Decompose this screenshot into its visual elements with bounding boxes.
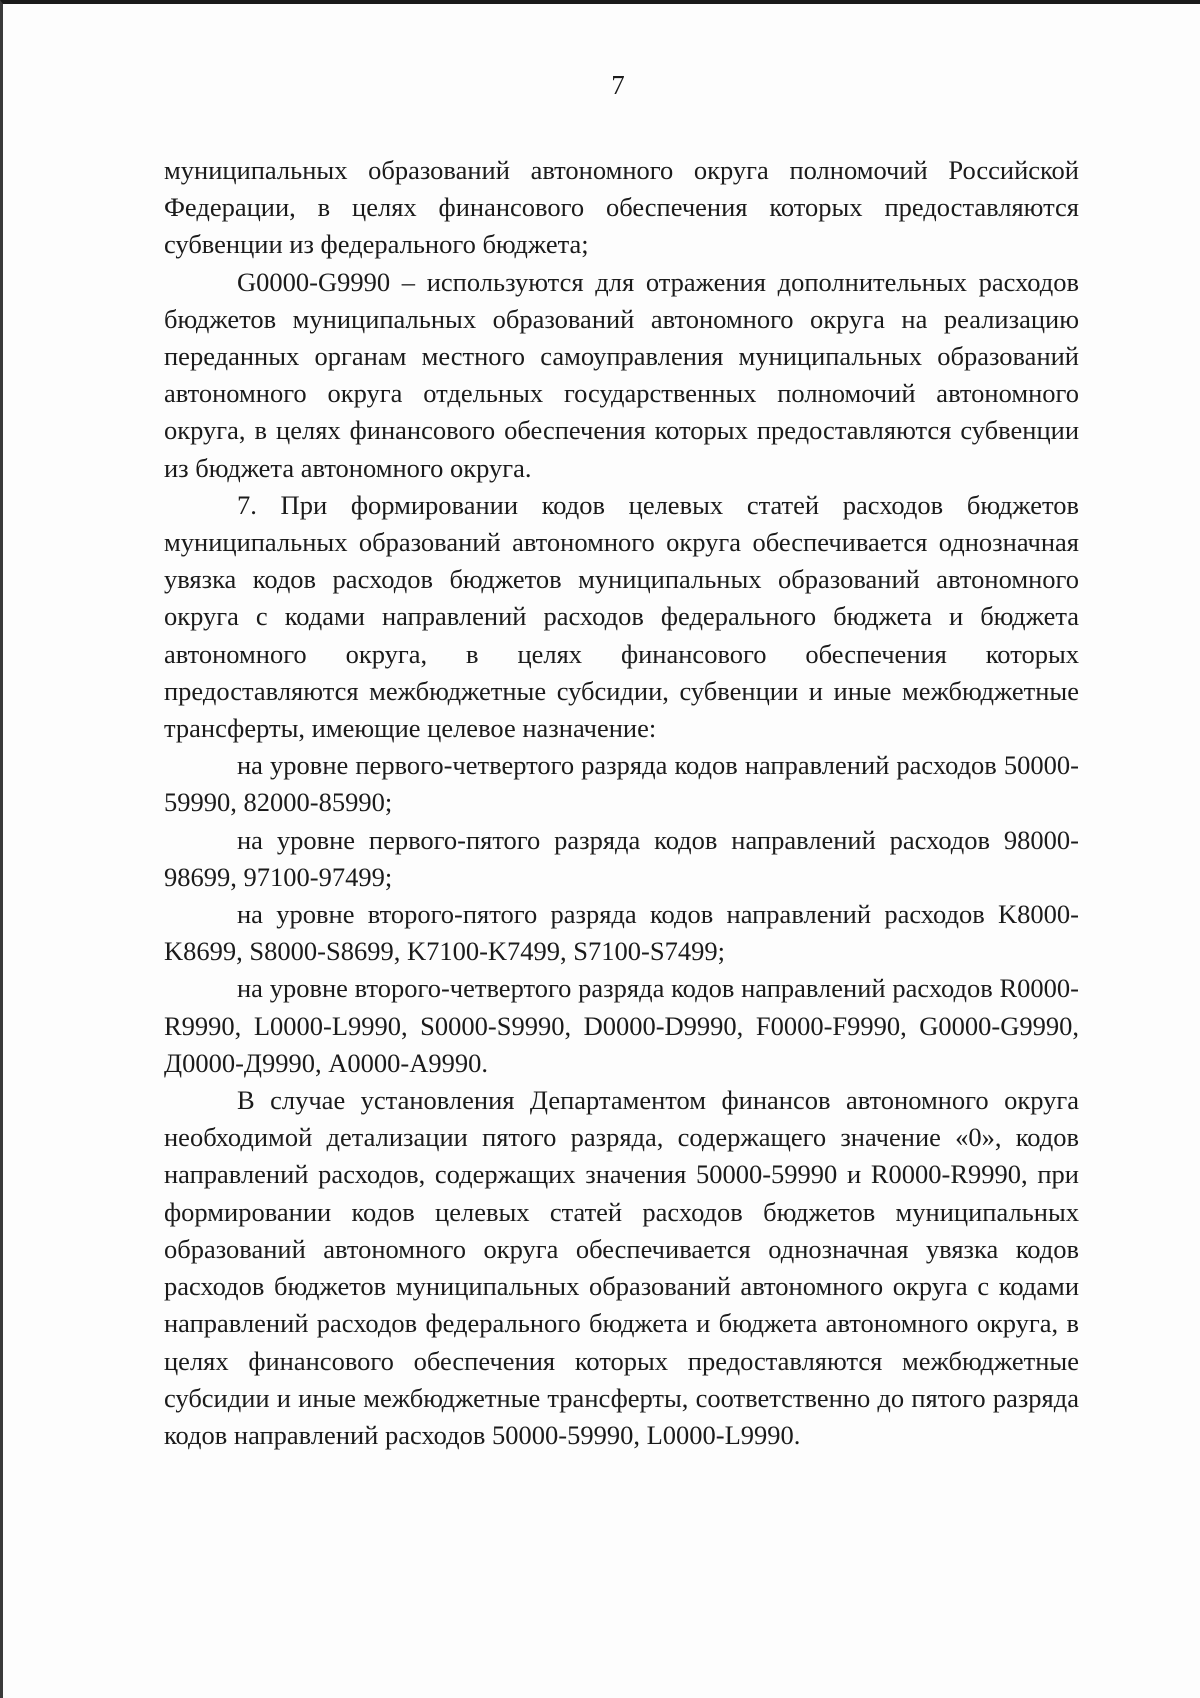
list-item-level-1-4: на уровне первого-четвертого разряда кодов направлений расходов 50000-59990, 82000-85990; [164, 750, 1079, 818]
paragraph-g-codes: G0000-G9990 – используются для отражения дополнительных расходов бюджетов муниципальных образований автономного округа на реализацию переданных органам местного самоуправления муниципальных образований автономного округа отдельных государственных полномочий автономного округа, в целях финансового обеспечения которых предоставляются субвенции из бюджета автономного округа. [164, 266, 1079, 483]
paragraph-continuation: муниципальных образований автономного округа полномочий Российской Федерации, в целях финансового обеспечения которых предоставляются субвенции из федерального бюджета; [164, 155, 1079, 260]
list-item-level-2-4: на уровне второго-четвертого разряда кодов направлений расходов R0000-R9990, L0000-L9990, S0000-S9990, D0000-D9990, F0000-F9990, G0000-G9990, Д0000-Д9990, А0000-А9990. [164, 973, 1079, 1078]
document-body [164, 152, 1079, 1454]
list-item-level-1-5: на уровне первого-пятого разряда кодов направлений расходов 98000-98699, 97100-97499; [164, 824, 1079, 892]
page-number: 7 [611, 70, 625, 100]
paragraph-item-7: 7. При формировании кодов целевых статей расходов бюджетов муниципальных образований автономного округа обеспечивается однозначная увязка кодов расходов бюджетов муниципальных образований автономного округа с кодами направлений расходов федерального бюджета и бюджета автономного округа, в целях финансового обеспечения которых предоставляются межбюджетные субсидии, субвенции и иные межбюджетные трансферты, имеющие целевое назначение: [164, 489, 1079, 744]
list-item-level-2-5: на уровне второго-пятого разряда кодов направлений расходов K8000-K8699, S8000-S8699, K7100-K7499, S7100-S7499; [164, 899, 1079, 967]
paragraph-detailing: В случае установления Департаментом финансов автономного округа необходимой детализации пятого разряда, содержащего значение «0», кодов направлений расходов, содержащих значения 50000-59990 и R0000-R9990, при формировании кодов целевых статей расходов бюджетов муниципальных образований автономного округа обеспечивается однозначная увязка кодов расходов бюджетов муниципальных образований автономного округа с кодами направлений расходов федерального бюджета и бюджета автономного округа, в целях финансового обеспечения которых предоставляются межбюджетные субсидии и иные межбюджетные трансферты, соответственно до пятого разряда кодов направлений расходов 50000-59990, L0000-L9990. [164, 1085, 1079, 1450]
